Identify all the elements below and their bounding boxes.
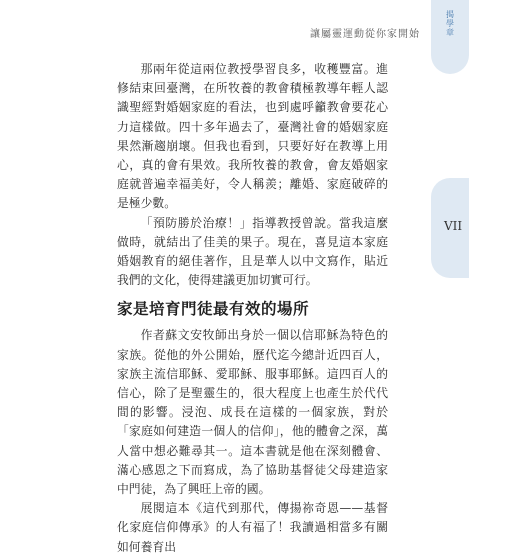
tab-label-char: 章 [446, 28, 454, 37]
section-heading: 家是培育門徒最有效的場所 [117, 299, 310, 319]
tab-label-char: 學 [446, 19, 454, 28]
chapter-side-tab [431, 0, 469, 74]
chapter-tab-label [431, 10, 469, 37]
body-text [117, 60, 388, 557]
paragraph: 展閱這本《這代到那代，傳揚祢奇恩——基督化家庭信仰傳承》的人有福了！我讀過相當多有關如何養育出 [117, 501, 388, 554]
paragraph: 那兩年從這兩位教授學習良多，收穫豐富。進修結束回臺灣，在所牧養的教會積極教導年輕人認識聖經對婚姻家庭的看法，也到處呼籲教會要花心力這樣做。四十多年過去了，臺灣社會的婚姻家庭果然漸趨崩壞。但我也看到，只要好好在教導上用心，真的會有果效。我所牧養的教會，會友婚姻家庭就普遍幸福美好，令人稱羨；離婚、家庭破碎的是極少數。 [117, 62, 388, 211]
tab-label-char: 揭 [446, 10, 454, 19]
paragraph: 作者蘇文安牧師出身於一個以信耶穌為特色的家族。從他的外公開始，歷代迄今總計近四百人，家族主流信耶穌、愛耶穌、服事耶穌。這四百人的信心，除了是聖靈生的，很大程度上也產生於代代間的影響。浸泡、成長在這樣的一個家族，對於「家庭如何建造一個人的信仰」，他的體會之深，萬人當中想必難尋其一。這本書就是他在深刻體會、滿心感恩之下而寫成，為了協助基督徒父母建造家中門徒，為了興旺上帝的國。 [117, 328, 388, 497]
paragraph: 「預防勝於治療！」指導教授曾說。當我這麼做時，就結出了佳美的果子。現在，喜見這本家庭婚姻教育的絕佳著作，且是華人以中文寫作，貼近我們的文化，使得建議更加切實可行。 [117, 215, 388, 288]
running-title: 讓屬靈運動從你家開始 [310, 29, 420, 40]
page-number: VII [444, 219, 463, 233]
